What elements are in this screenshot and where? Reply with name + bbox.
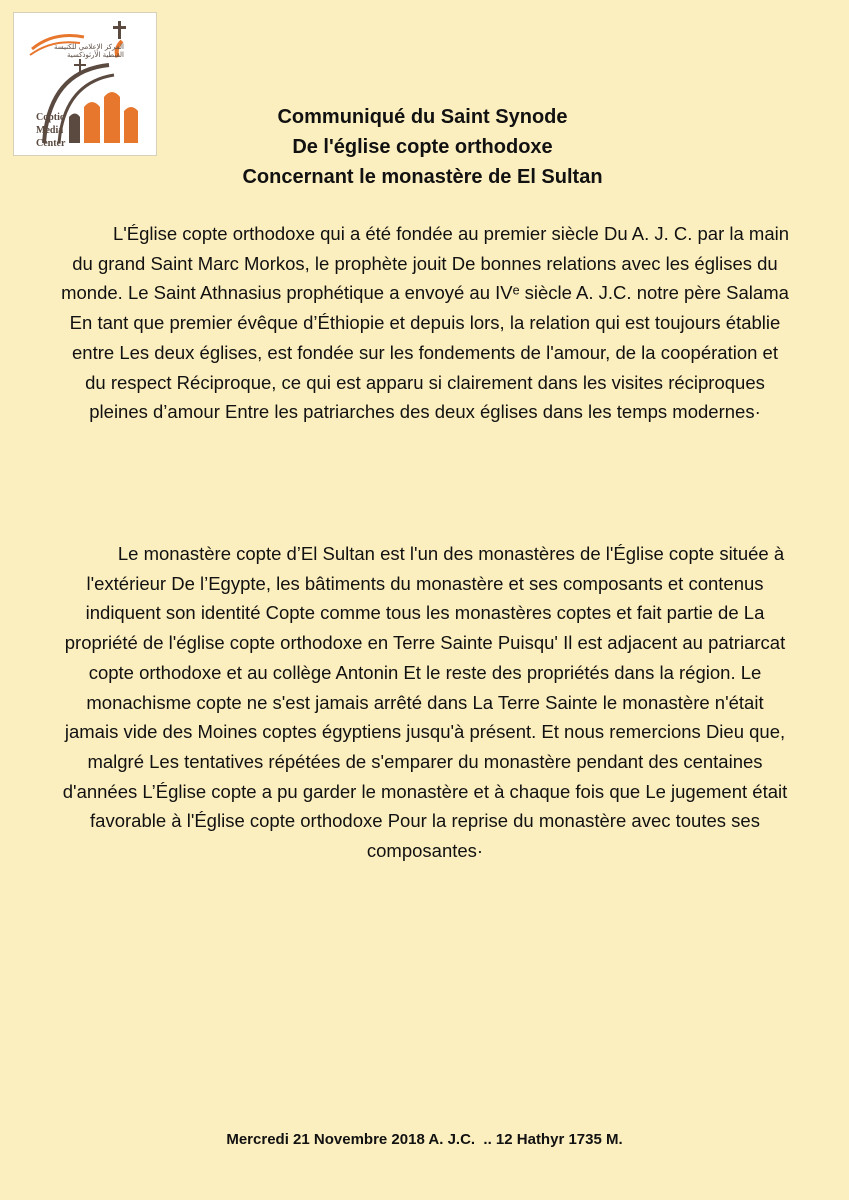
date-line: Mercredi 21 Novembre 2018 A. J.C. .. 12 Hathyr 1735 M.: [226, 1131, 623, 1148]
logo-line-center: Center: [36, 138, 66, 149]
logo-caption: [36, 111, 65, 150]
coptic-media-center-logo: [13, 12, 157, 156]
document-title: [170, 102, 675, 192]
title-line-1: Communiqué du Saint Synode: [277, 106, 568, 128]
logo-line-media: Media: [36, 125, 64, 136]
paragraph-church-history: L'Église copte orthodoxe qui a été fondée au premier siècle Du A. J. C. par la main du grand Saint Marc Morkos, le prophète jouit De bonnes relations avec les églises du monde. Le Saint Athnasius prophétique a envoyé au IVᵉ siècle A. J.C. notre père Salama En tant que premier évêque d’Éthiopie et depuis lors, la relation qui est toujours établie entre Les deux églises, est fondée sur les fondements de l'amour, de la coopération et du respect Réciproque, ce qui est apparu si clairement dans les visites réciproques pleines d’amour Entre les patriarches des deux églises dans les temps modernes·: [61, 223, 790, 423]
title-line-2: De l'église copte orthodoxe: [292, 136, 553, 158]
paragraph-monastery-el-sultan: Le monastère copte d’El Sultan est l'un des monastères de l'Église copte située à l'extérieur De l’Egypte, les bâtiments du monastère et ses composants et contenus indiquent son identité Copte comme tous les monastères coptes et fait partie de La propriété de l'église copte orthodoxe en Terre Sainte Puisqu' Il est adjacent au patriarcat copte orthodoxe et au collège Antonin Et le reste des propriétés dans la région. Le monachisme copte ne s'est jamais arrêté dans La Terre Sainte le monastère n'était jamais vide des Moines coptes égyptiens jusqu'à présent. Et nous remercions Dieu que, malgré Les tentatives répétées de s'emparer du monastère pendant des centaines d'années L’Église copte a pu garder le monastère et à chaque fois que Le jugement était favorable à l'Église copte orthodoxe Pour la reprise du monastère avec toutes ses composantes·: [62, 543, 788, 862]
title-line-3: Concernant le monastère de El Sultan: [242, 166, 603, 188]
logo-arabic-text: المركز الإعلامي للكنيسة القبطية الأرثوذكسية: [53, 43, 124, 59]
logo-line-coptic: Coptic: [36, 112, 65, 123]
